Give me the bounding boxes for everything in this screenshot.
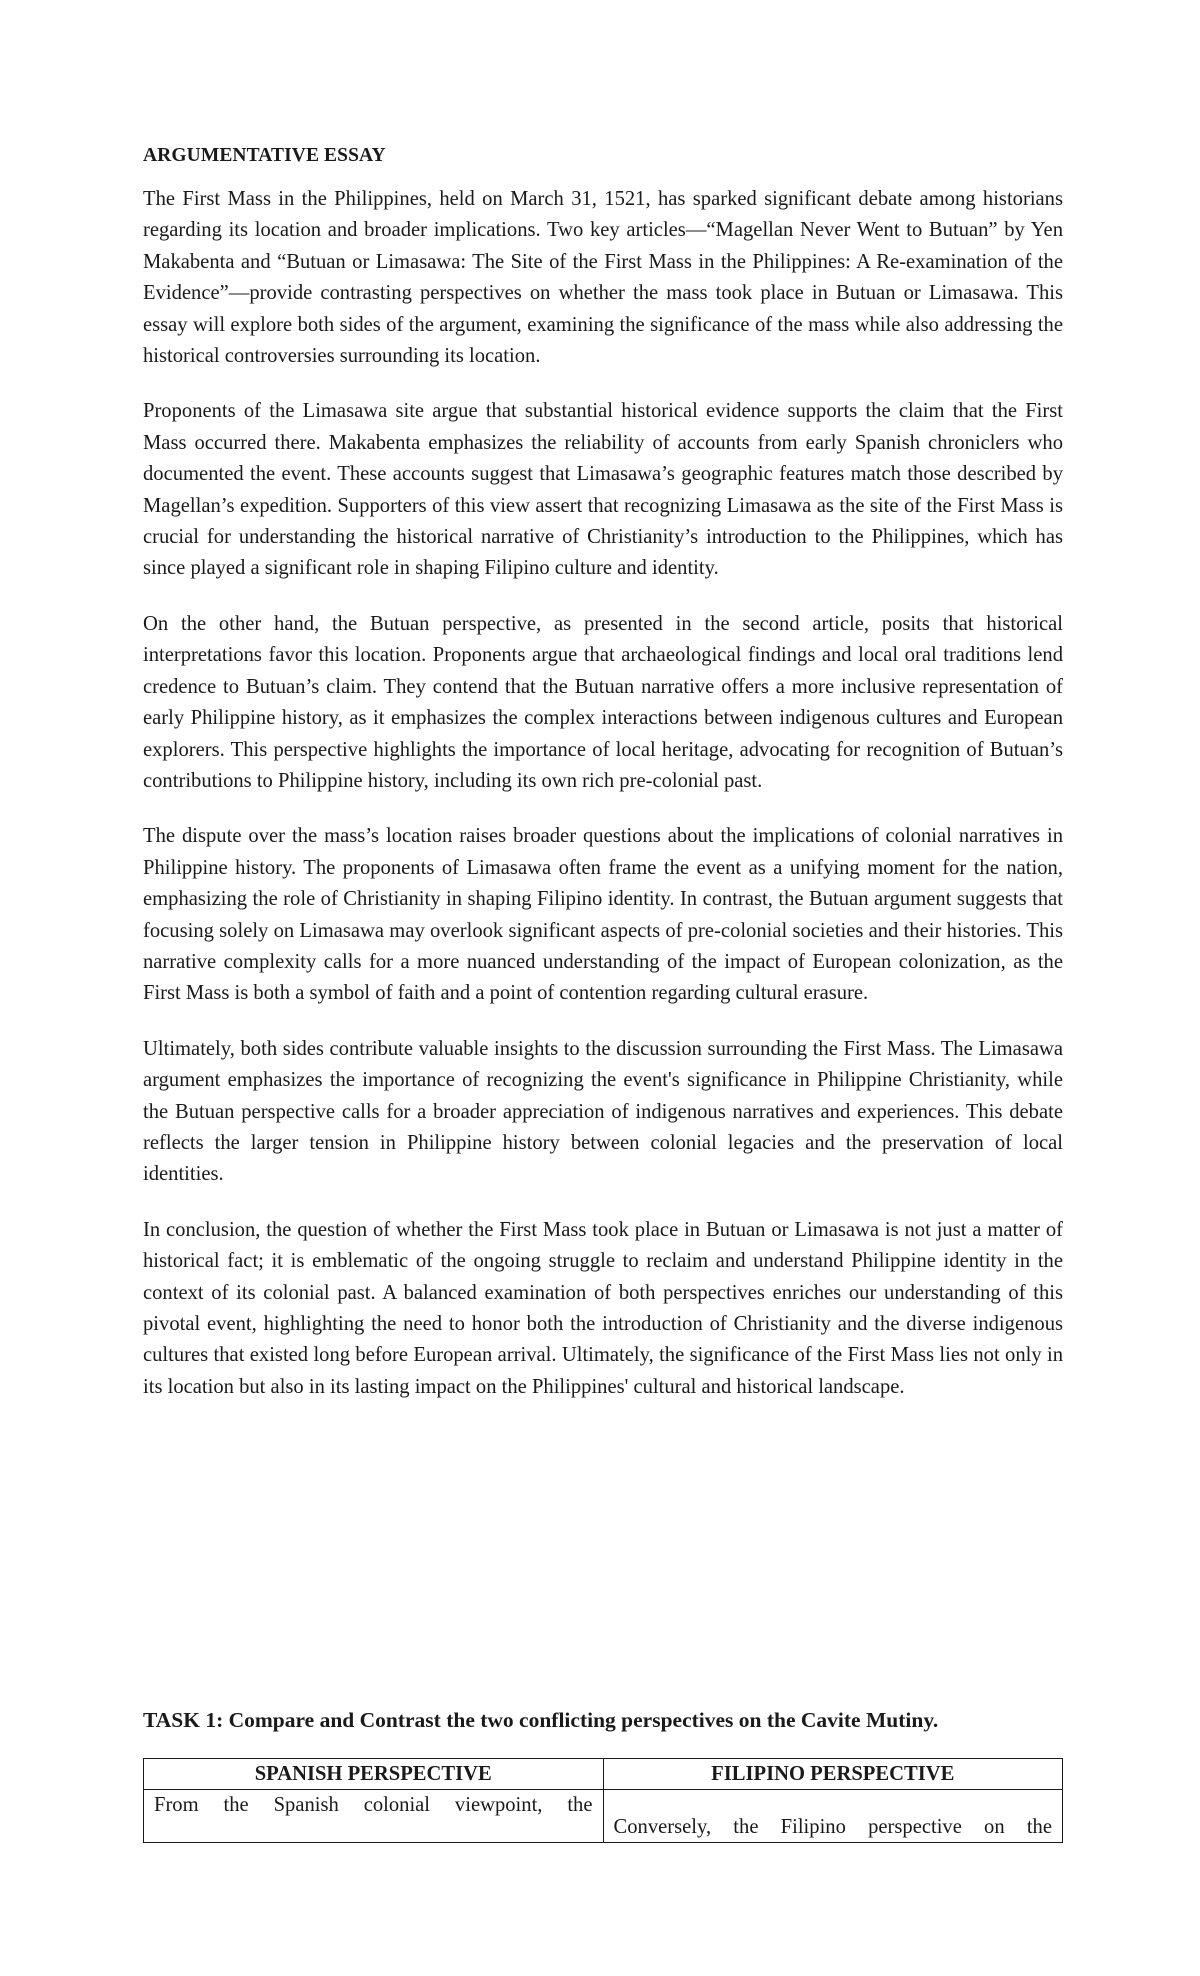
task-title: TASK 1: Compare and Contrast the two conflicting perspectives on the Cavite Mutiny. [143,1708,939,1732]
essay-paragraph-1: The First Mass in the Philippines, held on March 31, 1521, has sparked significant debate among historians regarding its location and broader implications. Two key articles—“Magellan Never Went to Butuan” by Yen Makabenta and “Butuan or Limasawa: The Site of the First Mass in the Philippines: A Re-examination of the Evidence”—provide contrasting perspectives on whether the mass took place in Butuan or Limasawa. This essay will explore both sides of the argument, examining the significance of the mass while also addressing the historical controversies surrounding its location. [143,188,1063,368]
filipino-perspective-header: FILIPINO PERSPECTIVE [603,1759,1063,1790]
filipino-perspective-cell: Conversely, the Filipino perspective on the [603,1790,1063,1843]
table-header-row [144,1759,1063,1790]
spanish-perspective-header: SPANISH PERSPECTIVE [144,1759,604,1790]
essay-paragraph-5: Ultimately, both sides contribute valuable insights to the discussion surrounding the First Mass. The Limasawa argument emphasizes the importance of recognizing the event's significance in Philippine Christianity, while the Butuan perspective calls for a broader appreciation of indigenous narratives and experiences. This debate reflects the larger tension in Philippine history between colonial legacies and the preservation of local identities. [143,1037,1063,1186]
table-row [144,1790,1063,1843]
essay-title: ARGUMENTATIVE ESSAY [143,145,386,166]
essay-paragraph-6: In conclusion, the question of whether the First Mass took place in Butuan or Limasawa is not just a matter of historical fact; it is emblematic of the ongoing struggle to reclaim and understand Philippine identity in the context of its colonial past. A balanced examination of both perspectives enriches our understanding of this pivotal event, highlighting the need to honor both the introduction of Christianity and the diverse indigenous cultures that existed long before European arrival. Ultimately, the significance of the First Mass lies not only in its location but also in its lasting impact on the Philippines' cultural and historical landscape. [143,1218,1063,1398]
essay-paragraph-2: Proponents of the Limasawa site argue that substantial historical evidence supports the claim that the First Mass occurred there. Makabenta emphasizes the reliability of accounts from early Spanish chroniclers who documented the event. These accounts suggest that Limasawa’s geographic features match those described by Magellan’s expedition. Supporters of this view assert that recognizing Limasawa as the site of the First Mass is crucial for understanding the historical narrative of Christianity’s introduction to the Philippines, which has since played a significant role in shaping Filipino culture and identity. [143,400,1063,580]
spanish-perspective-cell: From the Spanish colonial viewpoint, the [144,1790,604,1843]
essay-section [143,140,1063,1427]
perspectives-table [143,1758,1063,1843]
essay-paragraph-4: The dispute over the mass’s location raises broader questions about the implications of colonial narratives in Philippine history. The proponents of Limasawa often frame the event as a unifying moment for the nation, emphasizing the role of Christianity in shaping Filipino identity. In contrast, the Butuan argument suggests that focusing solely on Limasawa may overlook significant aspects of pre-colonial societies and their histories. This narrative complexity calls for a more nuanced understanding of the impact of European colonization, as the First Mass is both a symbol of faith and a point of contention regarding cultural erasure. [143,825,1063,1005]
essay-paragraph-3: On the other hand, the Butuan perspective, as presented in the second article, posits that historical interpretations favor this location. Proponents argue that archaeological findings and local oral traditions lend credence to Butuan’s claim. They contend that the Butuan narrative offers a more inclusive representation of early Philippine history, as it emphasizes the complex interactions between indigenous cultures and European explorers. This perspective highlights the importance of local heritage, advocating for recognition of Butuan’s contributions to Philippine history, including its own rich pre-colonial past. [143,612,1063,792]
